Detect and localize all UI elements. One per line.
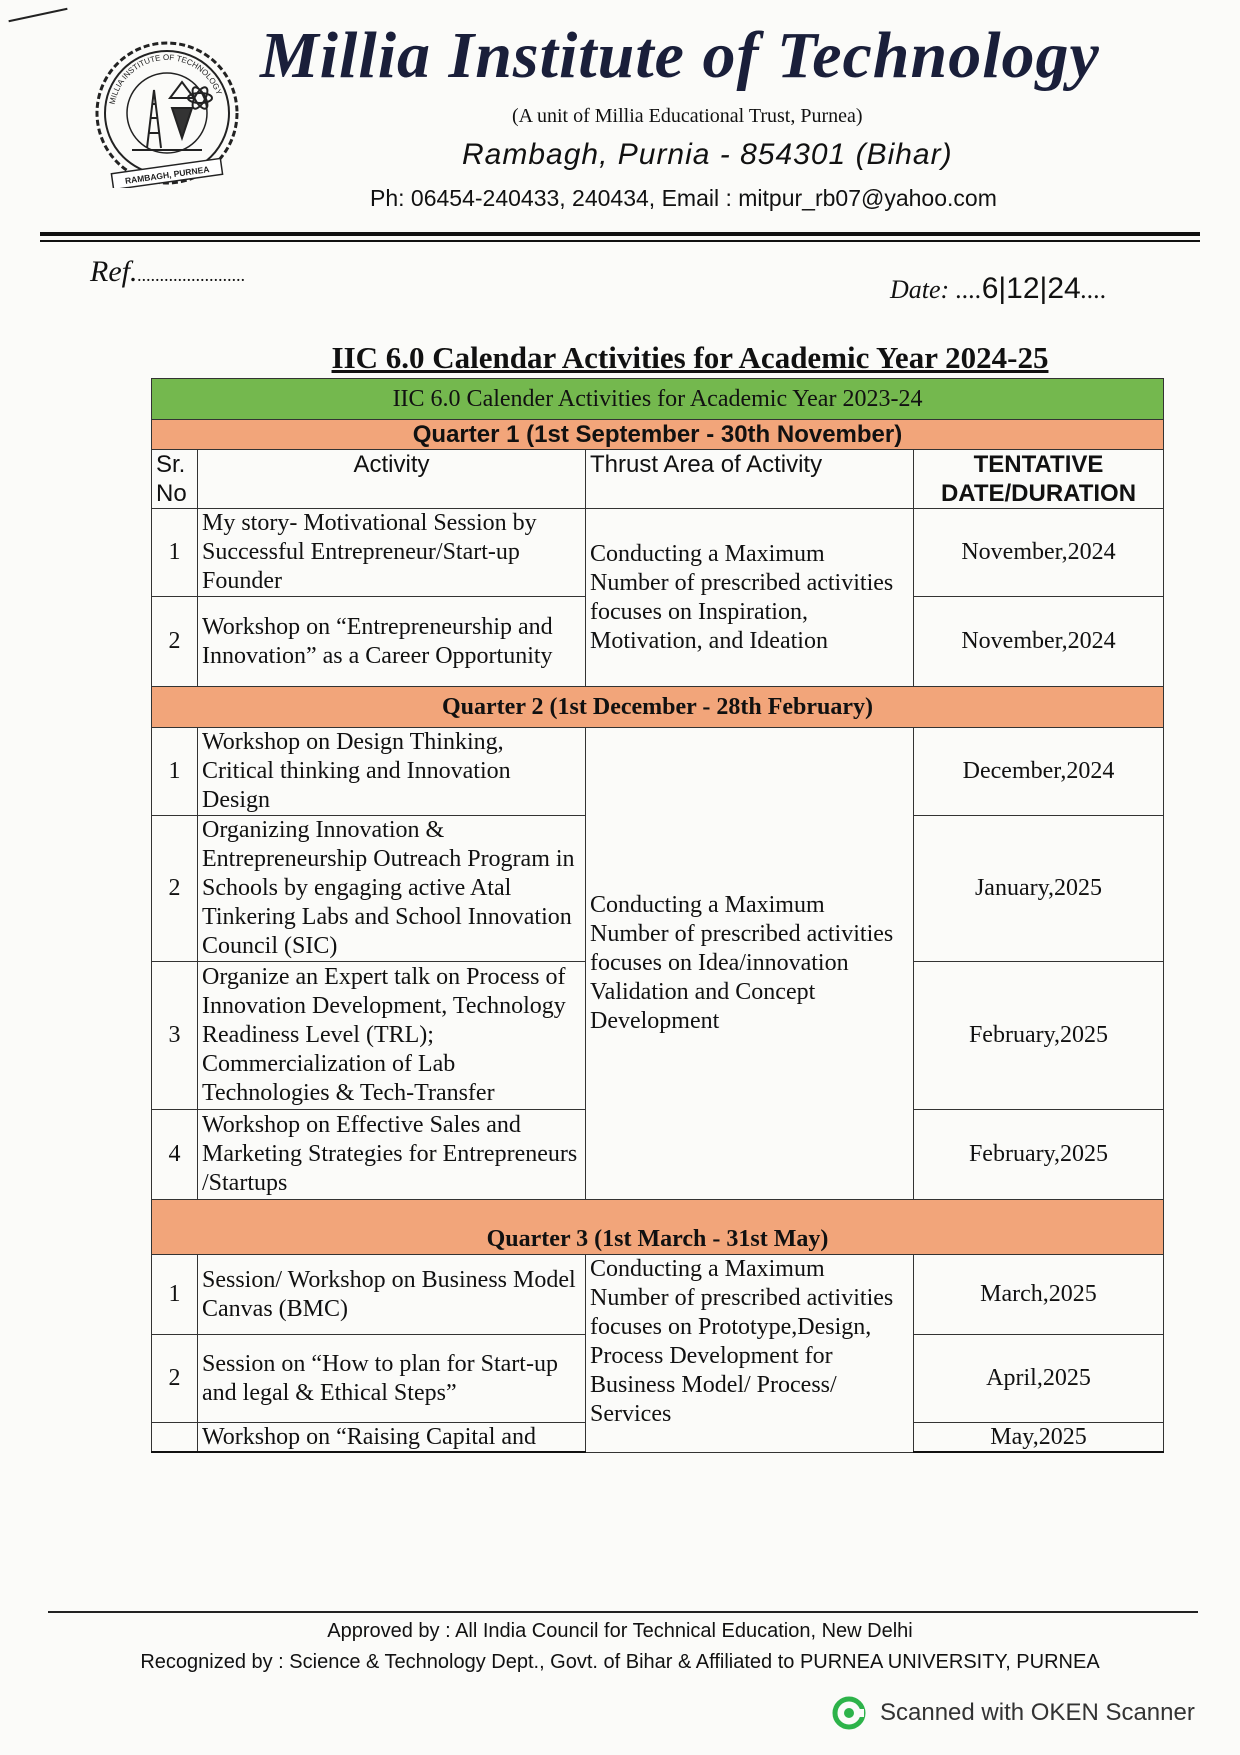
institute-address: Rambagh, Purnia - 854301 (Bihar) [462, 138, 953, 171]
row-date: December,2024 [914, 728, 1164, 816]
row-date: May,2025 [914, 1423, 1164, 1453]
row-date: February,2025 [914, 1110, 1164, 1200]
trust-line: (A unit of Millia Educational Trust, Purnea) [512, 105, 863, 127]
institute-logo [92, 38, 242, 188]
row-activity: My story- Motivational Session by Successful Entrepreneur/Start-up Founder [198, 509, 586, 597]
row-sr: 1 [152, 509, 198, 597]
institute-name: Millia Institute of Technology [260, 19, 1100, 92]
header-sr-no: Sr. No [152, 450, 198, 509]
row-activity: Workshop on “Entrepreneurship and Innovation” as a Career Opportunity [198, 597, 586, 687]
row-activity: Organize an Expert talk on Process of Innovation Development, Technology Readiness Level (TRL); Commercialization of Lab Technologies & Tech-Transfer [198, 962, 586, 1110]
date-dots: .... [1080, 275, 1107, 304]
header-rule [40, 232, 1200, 236]
row-date: March,2025 [914, 1255, 1164, 1335]
quarter-1-thrust: Conducting a Maximum Number of prescribed activities focuses on Inspiration, Motivation, and Ideation [586, 509, 914, 687]
row-activity: Session on “How to plan for Start-up and legal & Ethical Steps” [198, 1335, 586, 1423]
quarter-3-title: Quarter 3 (1st March - 31st May) [152, 1200, 1164, 1255]
ref-value: ........................ [137, 265, 246, 285]
row-sr: 4 [152, 1110, 198, 1200]
row-activity: Workshop on Design Thinking, Critical thinking and Innovation Design [198, 728, 586, 816]
table-row [152, 509, 1164, 597]
row-sr: 1 [152, 1255, 198, 1335]
row-sr: 2 [152, 597, 198, 687]
contact-line: Ph: 06454-240433, 240434, Email : mitpur_rb07@yahoo.com [370, 185, 997, 211]
row-sr: 2 [152, 1335, 198, 1423]
table-row [152, 1255, 1164, 1335]
table-banner: IIC 6.0 Calender Activities for Academic Year 2023-24 [152, 379, 1164, 420]
calendar-table [151, 378, 1164, 1453]
table-row [152, 728, 1164, 816]
scanner-icon [832, 1696, 866, 1730]
logo-arc-text: MILLIA INSTITUTE OF TECHNOLOGY [107, 52, 224, 106]
row-activity: Workshop on Effective Sales and Marketing Strategies for Entrepreneurs /Startups [198, 1110, 586, 1200]
row-activity: Organizing Innovation & Entrepreneurship Outreach Program in Schools by engaging active Atal Tinkering Labs and School Innovation Council (SIC) [198, 816, 586, 962]
reference-field [90, 255, 245, 289]
row-date: January,2025 [914, 816, 1164, 962]
quarter-1-title: Quarter 1 (1st September - 30th November) [152, 420, 1164, 450]
row-sr [152, 1423, 198, 1453]
quarter-3-thrust: Conducting a Maximum Number of prescribed activities focuses on Prototype,Design, Process Development for Business Model/ Process/ Services [586, 1255, 914, 1453]
date-label: Date: .... [890, 275, 982, 304]
approved-by: Approved by : All India Council for Technical Education, New Delhi [327, 1620, 913, 1642]
date-value: 6|12|24 [981, 272, 1081, 305]
scanner-watermark [832, 1696, 1195, 1730]
row-sr: 3 [152, 962, 198, 1110]
header-rule-thin [40, 240, 1200, 242]
scanner-text: Scanned with OKEN Scanner [880, 1699, 1195, 1726]
row-sr: 2 [152, 816, 198, 962]
row-date: November,2024 [914, 509, 1164, 597]
logo-banner-text: RAMBAGH, PURNEA [124, 164, 210, 186]
row-sr: 1 [152, 728, 198, 816]
recognized-by: Recognized by : Science & Technology Dept., Govt. of Bihar & Affiliated to PURNEA UNIVERSITY, PURNEA [140, 1651, 1100, 1673]
header-tentative-date: TENTATIVE DATE/DURATION [914, 450, 1164, 509]
footer-rule [48, 1611, 1198, 1613]
pen-mark [8, 8, 67, 22]
row-activity: Workshop on “Raising Capital and [198, 1423, 586, 1453]
header-thrust-area: Thrust Area of Activity [586, 450, 914, 509]
date-field [890, 272, 1107, 306]
row-date: November,2024 [914, 597, 1164, 687]
row-activity: Session/ Workshop on Business Model Canvas (BMC) [198, 1255, 586, 1335]
header-activity: Activity [198, 450, 586, 509]
quarter-2-title: Quarter 2 (1st December - 28th February) [152, 687, 1164, 728]
quarter-2-thrust: Conducting a Maximum Number of prescribed activities focuses on Idea/innovation Validation and Concept Development [586, 728, 914, 1200]
row-date: April,2025 [914, 1335, 1164, 1423]
document-title: IIC 6.0 Calendar Activities for Academic Year 2024-25 [331, 340, 1049, 375]
row-date: February,2025 [914, 962, 1164, 1110]
ref-label: Ref. [90, 255, 138, 288]
